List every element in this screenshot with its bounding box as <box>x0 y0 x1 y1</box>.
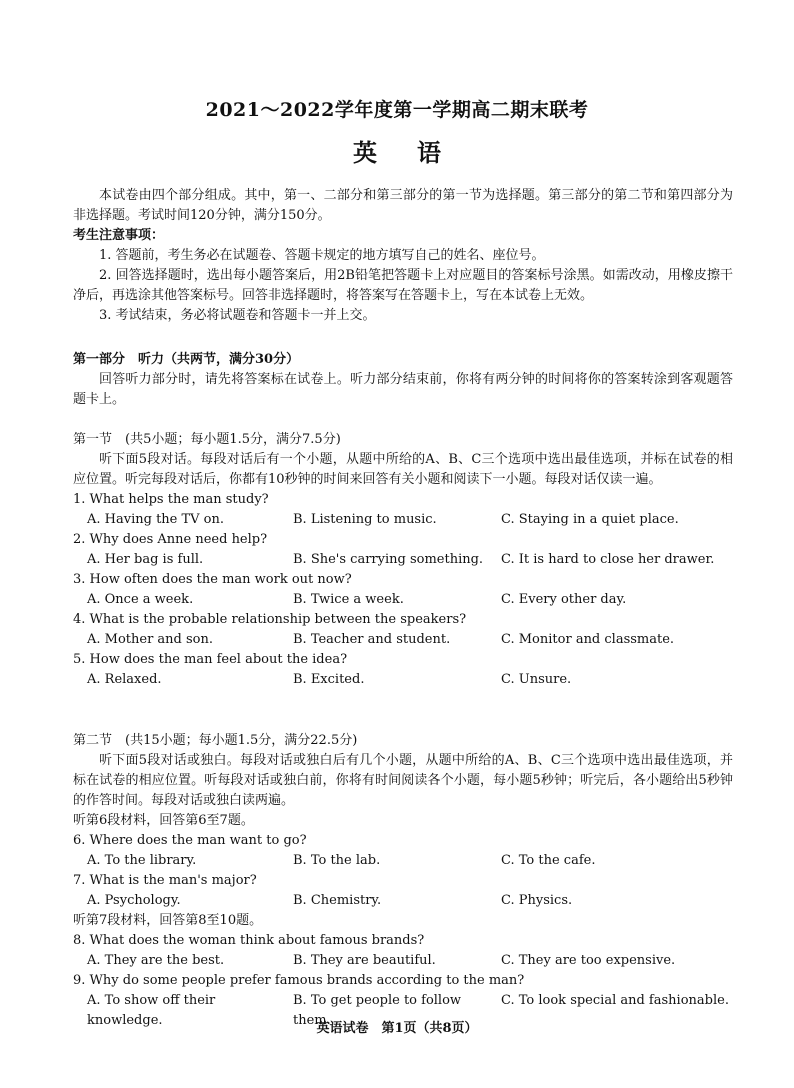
question-4 <box>73 610 733 650</box>
notice-item-2: 2. 回答选择题时，选出每小题答案后，用2B铅笔把答题卡上对应题目的答案标号涂黑。如需改动，用橡皮擦干净后，再选涂其他答案标号。回答非选择题时，将答案写在答题卡上，写在本试卷上无效。 <box>73 268 733 303</box>
part1-instruction: 回答听力部分时，请先将答案标在试卷上。听力部分结束前，你将有两分钟的时间将你的答案转涂到客观题答题卡上。 <box>73 372 733 407</box>
question-2 <box>73 530 733 570</box>
question-stem: 1. What helps the man study? <box>73 492 269 507</box>
question-stem: 8. What does the woman think about famous brands? <box>73 933 425 948</box>
option-c[interactable]: C. To look special and fashionable. <box>501 993 729 1008</box>
options-row <box>73 951 733 971</box>
option-b[interactable]: B. Twice a week. <box>293 592 404 607</box>
option-c[interactable]: C. Unsure. <box>501 672 572 687</box>
question-stem: 6. Where does the man want to go? <box>73 833 307 848</box>
option-a[interactable]: A. To the library. <box>87 853 197 868</box>
part1-block <box>73 350 733 410</box>
option-c[interactable]: C. Staying in a quiet place. <box>501 512 679 527</box>
option-b[interactable]: B. They are beautiful. <box>293 953 436 968</box>
question-stem: 3. How often does the man work out now? <box>73 572 352 587</box>
option-c[interactable]: C. To the cafe. <box>501 853 596 868</box>
question-7 <box>73 871 733 911</box>
exam-title: 2021～2022学年度第一学期高二期末联考 <box>205 99 589 121</box>
notice-item-3: 3. 考试结束，务必将试题卷和答题卡一并上交。 <box>99 308 376 323</box>
option-a[interactable]: A. Relaxed. <box>87 672 162 687</box>
question-5 <box>73 650 733 690</box>
options-row <box>73 670 733 690</box>
option-c[interactable]: C. Physics. <box>501 893 573 908</box>
option-c[interactable]: C. They are too expensive. <box>501 953 676 968</box>
option-a[interactable]: A. Once a week. <box>87 592 194 607</box>
option-c[interactable]: C. Every other day. <box>501 592 627 607</box>
page-footer: 英语试卷 第1页（共8页） <box>316 1021 478 1036</box>
question-1 <box>73 490 733 530</box>
option-c[interactable]: C. Monitor and classmate. <box>501 632 675 647</box>
section2-block <box>73 731 733 1031</box>
option-a[interactable]: A. Having the TV on. <box>87 512 225 527</box>
intro-paragraph: 本试卷由四个部分组成。其中，第一、二部分和第三部分的第一节为选择题。第三部分的第二节和第四部分为非选择题。考试时间120分钟，满分150分。 <box>73 188 733 223</box>
question-stem: 4. What is the probable relationship between the speakers? <box>73 612 467 627</box>
material-6-label: 听第6段材料，回答第6至7题。 <box>73 813 254 828</box>
option-b[interactable]: B. Chemistry. <box>293 893 382 908</box>
question-stem: 9. Why do some people prefer famous brands according to the man? <box>73 973 525 988</box>
option-b[interactable]: B. To get people to follow them. <box>293 993 462 1028</box>
subject-title: 英语 <box>353 138 481 167</box>
question-stem: 2. Why does Anne need help? <box>73 532 268 547</box>
option-b[interactable]: B. Listening to music. <box>293 512 437 527</box>
options-row <box>73 851 733 871</box>
section1-title: 第一节 (共5小题；每小题1.5分，满分7.5分) <box>73 432 341 447</box>
options-row <box>73 630 733 650</box>
part1-title: 第一部分 听力（共两节，满分30分） <box>73 352 300 367</box>
section1-instruction: 听下面5段对话。每段对话后有一个小题，从题中所给的A、B、C三个选项中选出最佳选项，并标在试卷的相应位置。听完每段对话后，你都有10秒钟的时间来回答有关小题和阅读下一小题。每段对话仅读一遍。 <box>73 452 733 487</box>
option-b[interactable]: B. She's carrying something. <box>293 552 484 567</box>
option-b[interactable]: B. Excited. <box>293 672 365 687</box>
question-stem: 5. How does the man feel about the idea? <box>73 652 348 667</box>
intro-block <box>73 186 733 326</box>
option-a[interactable]: A. To show off their knowledge. <box>87 993 216 1028</box>
option-b[interactable]: B. Teacher and student. <box>293 632 451 647</box>
section1-block <box>73 430 733 690</box>
option-a[interactable]: A. They are the best. <box>87 953 225 968</box>
section2-title: 第二节 (共15小题；每小题1.5分，满分22.5分) <box>73 733 358 748</box>
material-7-label: 听第7段材料，回答第8至10题。 <box>73 913 263 928</box>
question-3 <box>73 570 733 610</box>
options-row <box>73 891 733 911</box>
option-a[interactable]: A. Her bag is full. <box>87 552 204 567</box>
options-row <box>73 590 733 610</box>
option-a[interactable]: A. Mother and son. <box>87 632 214 647</box>
notice-item-1: 1. 答题前，考生务必在试题卷、答题卡规定的地方填写自己的姓名、座位号。 <box>99 248 545 263</box>
question-stem: 7. What is the man's major? <box>73 873 257 888</box>
option-b[interactable]: B. To the lab. <box>293 853 381 868</box>
question-8 <box>73 931 733 971</box>
notice-title: 考生注意事项： <box>73 228 165 243</box>
question-6 <box>73 831 733 871</box>
option-a[interactable]: A. Psychology. <box>87 893 181 908</box>
section2-instruction: 听下面5段对话或独白。每段对话或独白后有几个小题，从题中所给的A、B、C三个选项中选出最佳选项，并标在试卷的相应位置。听每段对话或独白前，你将有时间阅读各个小题，每小题5秒钟；听完后，各小题给出5秒钟的作答时间。每段对话或独白读两遍。 <box>73 753 733 808</box>
option-c[interactable]: C. It is hard to close her drawer. <box>501 552 715 567</box>
options-row <box>73 550 733 570</box>
options-row <box>73 510 733 530</box>
